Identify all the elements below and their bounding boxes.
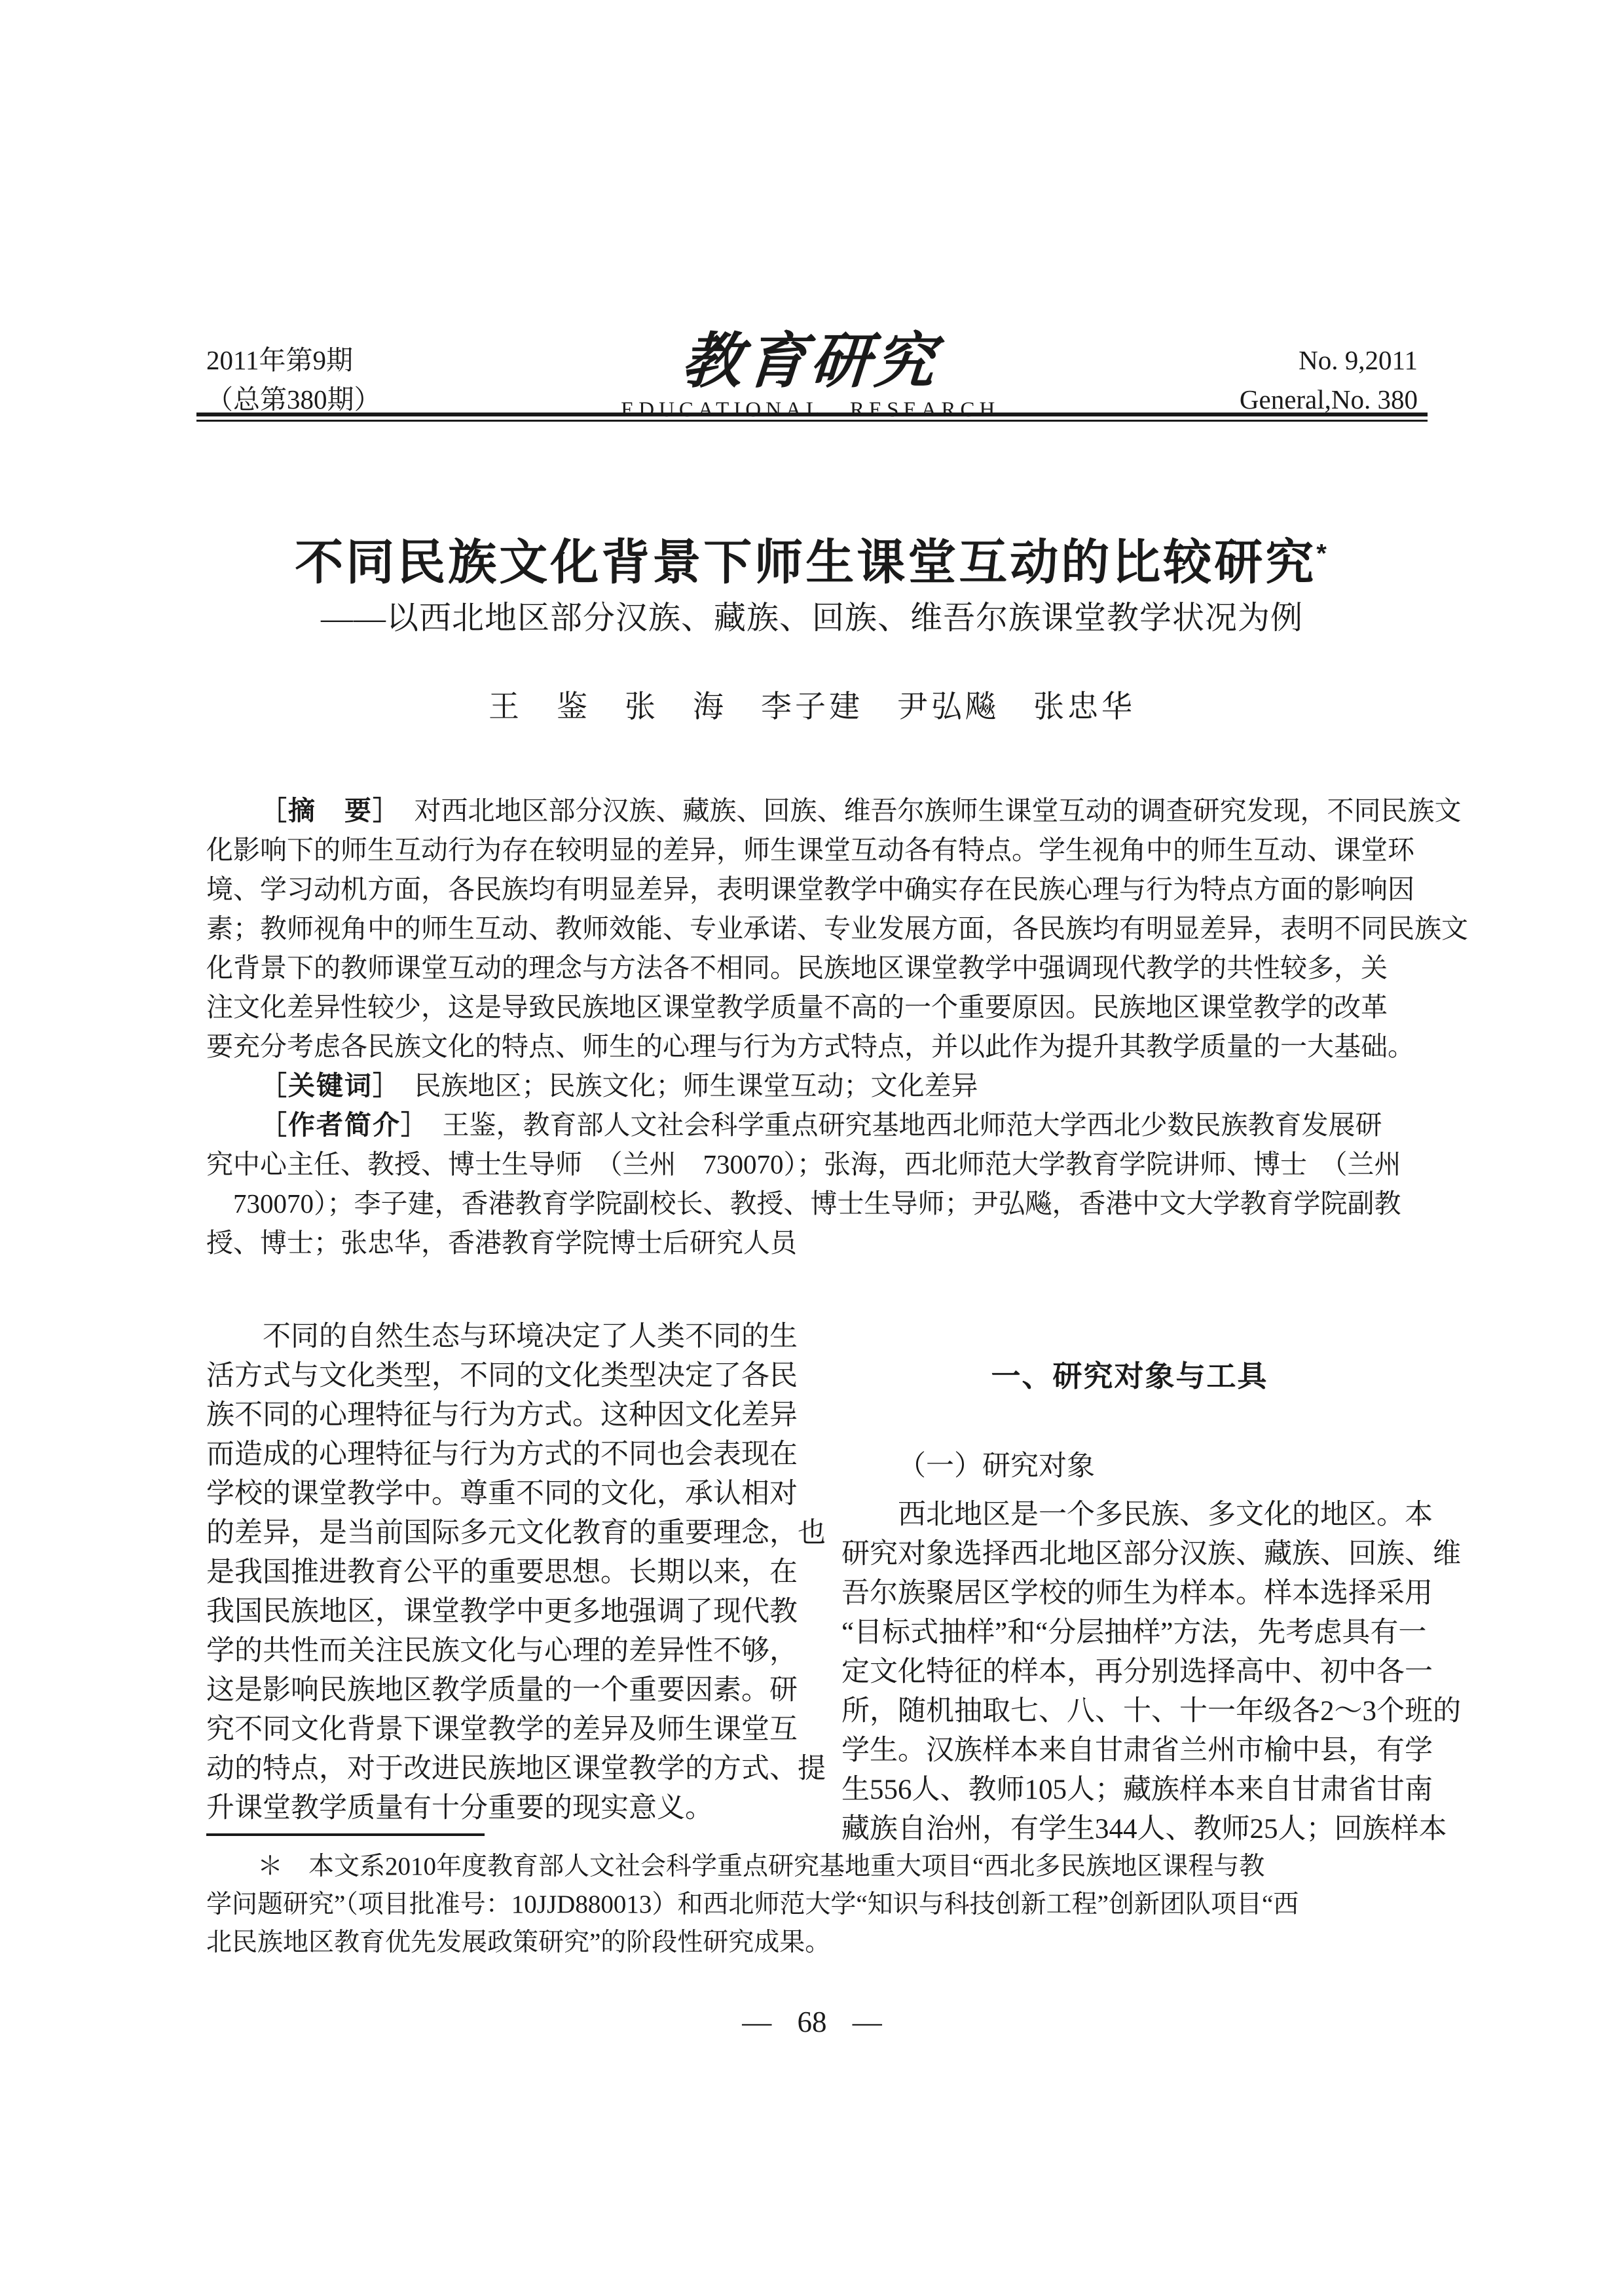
article-title — [0, 524, 1624, 593]
text-line: 活方式与文化类型，不同的文化类型决定了各民 — [206, 1361, 798, 1391]
header-divider-rule — [196, 413, 1428, 422]
subsection-heading: （一）研究对象 — [898, 1451, 1095, 1482]
keywords-label: ［关键词］ — [260, 1071, 388, 1101]
text-line: 藏族自治州，有学生344人、教师25人；回族样本 — [841, 1814, 1447, 1845]
article-subtitle: ——以西北地区部分汉族、藏族、回族、维吾尔族课堂教学状况为例 — [320, 600, 1303, 636]
text-line: 所，随机抽取七、八、十、十一年级各2～3个班的 — [841, 1696, 1461, 1727]
header-issue-en — [1240, 340, 1418, 419]
issue-total-en: General,No. 380 — [1239, 384, 1418, 414]
text-line: 学校的课堂教学中。尊重不同的文化，承认相对 — [206, 1478, 798, 1509]
abstract-label: ［摘 要］ — [260, 796, 388, 826]
text-line: “目标式抽样”和“分层抽样”方法，先考虑具有一 — [841, 1617, 1427, 1648]
text-line: 究不同文化背景下课堂教学的差异及师生课堂互 — [206, 1714, 798, 1745]
text-line: 注文化差异性较少，这是导致民族地区课堂教学质量不高的一个重要原因。民族地区课堂教学的改革 — [206, 992, 1388, 1022]
text-line: 我国民族地区，课堂教学中更多地强调了现代教 — [206, 1596, 798, 1627]
text-line: 西北地区是一个多民族、多文化的地区。本 — [841, 1499, 1433, 1530]
text-line: 定文化特征的样本，再分别选择高中、初中各一 — [841, 1657, 1433, 1687]
journal-header — [206, 328, 1418, 422]
text-line: 而造成的心理特征与行为方式的不同也会表现在 — [206, 1439, 798, 1470]
text-line: 学生。汉族样本来自甘肃省兰州市榆中县，有学 — [841, 1735, 1433, 1766]
author-bio-first-line — [206, 1105, 1418, 1145]
text-line: 化背景下的教师课堂互动的理念与方法各不相同。民族地区课堂教学中强调现代教学的共性较多，关 — [206, 953, 1388, 983]
text-line: 要充分考虑各民族文化的特点、师生的心理与行为方式特点，并以此作为提升其教学质量的一大基础。 — [206, 1031, 1414, 1061]
text-line: 这是影响民族地区教学质量的一个重要因素。研 — [206, 1675, 798, 1706]
author-bio-lines — [206, 1145, 1418, 1262]
text-line: 学的共性而关注民族文化与心理的差异性不够， — [206, 1636, 798, 1666]
intro-paragraph — [206, 1317, 826, 1828]
left-column — [206, 1317, 826, 1849]
author-names: 王 鉴 张 海 李子建 尹弘飚 张忠华 — [489, 690, 1135, 724]
abstract-block — [206, 791, 1468, 1262]
text-line: 研究对象选择西北地区部分汉族、藏族、回族、维 — [841, 1539, 1461, 1570]
section-heading: 一、研究对象与工具 — [991, 1359, 1268, 1393]
text-line: 化影响下的师生互动行为存在较明显的差异，师生课堂互动各有特点。学生视角中的师生互动、课堂环 — [206, 835, 1414, 865]
text-line: 授、博士；张忠华，香港教育学院博士后研究人员 — [206, 1228, 797, 1258]
text-line: 的差异，是当前国际多元文化教育的重要理念，也 — [206, 1518, 826, 1549]
text-line: 不同的自然生态与环境决定了人类不同的生 — [206, 1321, 798, 1352]
text-line: 吾尔族聚居区学校的师生为样本。样本选择采用 — [841, 1578, 1433, 1609]
right-column — [841, 1317, 1461, 1849]
text-line: 境、学习动机方面，各民族均有明显差异，表明课堂教学中确实存在民族心理与行为特点方面的影响因 — [206, 874, 1414, 904]
text-line: 是我国推进教育公平的重要思想。长期以来，在 — [206, 1557, 798, 1588]
abstract-lines — [206, 830, 1468, 1066]
issue-total-cn: （总第380期） — [206, 384, 381, 414]
article-title-text: 不同民族文化背景下师生课堂互动的比较研究 — [295, 535, 1317, 589]
issue-number-cn: 2011年第9期 — [206, 345, 353, 375]
abstract-first-line-text: 对西北地区部分汉族、藏族、回族、维吾尔族师生课堂互动的调查研究发现，不同民族文 — [387, 796, 1462, 826]
author-bio-label: ［作者简介］ — [260, 1110, 416, 1140]
text-line: 动的特点，对于改进民族地区课堂教学的方式、提 — [206, 1753, 826, 1784]
text-line: 学问题研究”（项目批准号：10JJD880013）和西北师范大学“知识与科技创新工程”创新团队项目“西 — [206, 1890, 1299, 1919]
footnote-divider-rule — [206, 1833, 485, 1836]
author-bio-first-line-text: 王鉴，教育部人文社会科学重点研究基地西北师范大学西北少数民族教育发展研 — [415, 1110, 1382, 1140]
text-line: 北民族地区教育优先发展政策研究”的阶段性研究成果。 — [206, 1928, 831, 1956]
issue-number-en: No. 9,2011 — [1299, 345, 1418, 375]
text-line: 730070）；李子建，香港教育学院副校长、教授、博士生导师；尹弘飚，香港中文大学教育学院副教 — [206, 1188, 1401, 1219]
text-line: 素；教师视角中的师生互动、教师效能、专业承诺、专业发展方面，各民族均有明显差异，表明不同民族文 — [206, 913, 1468, 944]
page-number: — 68 — — [742, 2006, 882, 2038]
text-line: 族不同的心理特征与行为方式。这种因文化差异 — [206, 1400, 798, 1431]
footnote-block — [206, 1848, 1418, 1962]
title-footnote-marker: * — [1316, 539, 1329, 568]
journal-logo — [621, 328, 1000, 422]
text-line: 升课堂教学质量有十分重要的现实意义。 — [206, 1793, 713, 1824]
text-line: ＊ 本文系2010年度教育部人文社会科学重点研究基地重大项目“西北多民族地区课程与教 — [206, 1852, 1265, 1881]
text-line: 究中心主任、教授、博士生导师 （兰州 730070）；张海，西北师范大学教育学院讲师、博士 （兰州 — [206, 1149, 1401, 1179]
keywords-line — [206, 1066, 1418, 1105]
keywords-text: 民族地区；民族文化；师生课堂互动；文化差异 — [387, 1071, 978, 1101]
text-line: 生556人、教师105人；藏族样本来自甘肃省甘南 — [841, 1774, 1433, 1805]
header-issue-cn — [206, 340, 381, 419]
journal-logo-calligraphy: 教育研究 — [679, 328, 941, 395]
section-paragraph — [841, 1496, 1461, 1849]
body-columns — [206, 1317, 1461, 1849]
abstract-first-line — [206, 791, 1462, 830]
footnote-lines — [206, 1848, 1418, 1962]
journal-name-english: EDUCATIONAL RESEARCH — [621, 398, 1000, 422]
